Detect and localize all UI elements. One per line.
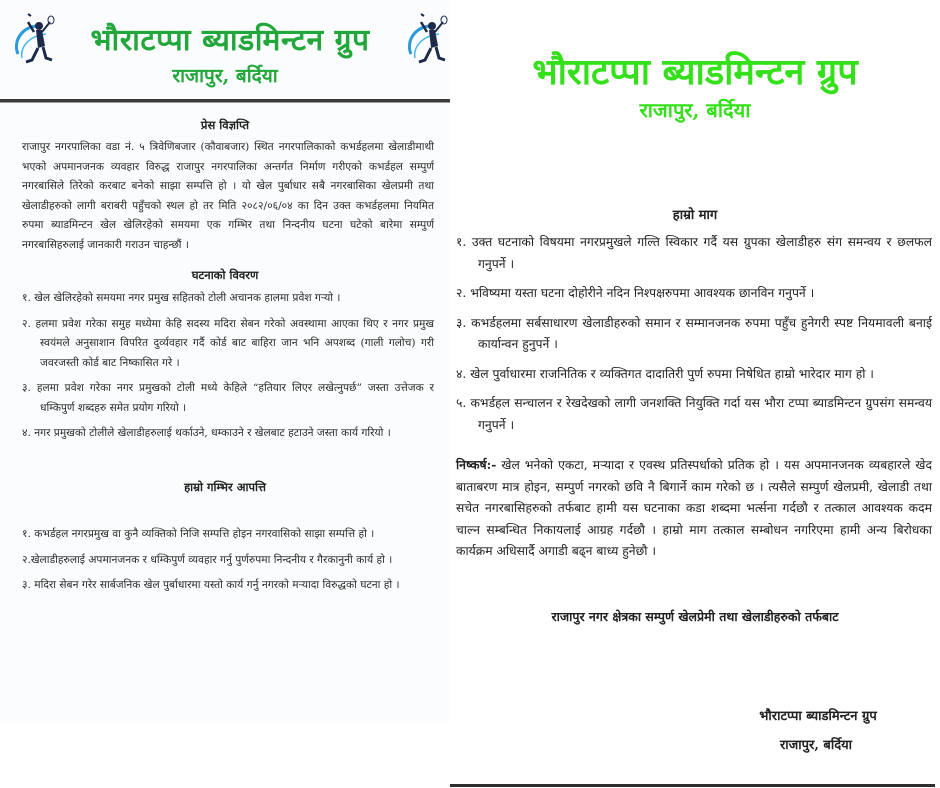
conclusion-label: निष्कर्ष:- bbox=[456, 457, 497, 472]
list-item: २. हलमा प्रवेश गरेका समुह मध्येमा केहि सदस्य मदिरा सेबन गरेको अवस्थामा आएका थिए र नगर प्रमुख स्वयंमले अनुसाशान विपरित दुर्व्यवहार गर्दै कोर्ड बाट बाहिरा जान भनि अपशब्द (गाली गलोच) गरी जवरजस्ती कोर्ड बाट निष्कासित गरे । bbox=[22, 317, 434, 369]
group-name-title: भौराटप्पा ब्याडमिन्टन ग्रुप bbox=[532, 51, 858, 93]
demands-section bbox=[456, 232, 932, 444]
group-name-title: भौराटप्पा ब्याडमिन्टन ग्रुप bbox=[90, 23, 370, 58]
press-release-page-right bbox=[450, 0, 940, 788]
serious-objection-section bbox=[22, 525, 434, 602]
list-item: ४. नगर प्रमुखको टोलीले खेलाडीहरुलाई थर्काउने, धम्काउने र खेलबाट हटाउने जस्ता कार्य गरियो । bbox=[22, 427, 391, 439]
footer-divider bbox=[450, 784, 935, 787]
conclusion-text: खेल भनेको एकटा, मऱ्यादा र एवस्थ प्रतिस्पर्धाको प्रतिक हो । यस अपमानजनक व्यबहारले खेद बाताबरण मात्र होइन, सम्पुर्ण नगरको छवि नै बिगार्ने काम गरेको छ । त्यसैले सम्पुर्ण खेलप्रमी, खेलाडी तथा सचेत नगरबासिहरुको तर्फबाट हामी यस घटनाका कडा शब्दमा भर्त्सना गर्दछौ र तत्काल आवश्यक कदम चाल्न सम्बन्धित निकायलाई आग्रह गर्दछौ । हाम्रो माग तत्काल सम्बोधन नगरिएमा हामी अन्य बिरोधका कार्यक्रम अधिसार्दै अगाडी बढ्न बाध्य हुनेछौ । bbox=[456, 458, 932, 558]
signatory-name: भौराटप्पा ब्याडमिन्टन ग्रुप bbox=[759, 709, 877, 724]
on-behalf-line: राजापुर नगर क्षेत्रका सम्पुर्ण खेलप्रेमी तथा खेलाडीहरुको तर्फबाट bbox=[551, 609, 839, 624]
list-item: १. कभर्डहल नगरप्रमुख वा कुनै व्यक्तिको निजि सम्पत्ति होइन नगरवासिको साझा सम्पत्ति हो । bbox=[22, 528, 375, 540]
press-release-page-left bbox=[0, 0, 450, 723]
group-location-subtitle: राजापुर, बर्दिया bbox=[639, 98, 751, 122]
press-release-heading: प्रेस विज्ञप्ति bbox=[200, 118, 250, 132]
list-item: ४. खेल पुर्वाधारमा राजनितिक र व्यक्तिगत दादातिरी पुर्ण रुपमा निषेधित हाम्रो भारेदार माग हो । bbox=[456, 366, 874, 381]
conclusion-paragraph bbox=[456, 454, 932, 563]
list-item: १. खेल खेलिरहेको समयमा नगर प्रमुख सहितको टोली अचानक हालमा प्रवेश गऱ्यो । bbox=[22, 292, 341, 304]
group-location-subtitle: राजापुर, बर्दिया bbox=[172, 65, 278, 87]
list-item: २. भविष्यमा यस्ता घटना दोहोरीने नदिन निश्पक्षरुपमा आवश्यक छानविन गनुपर्ने । bbox=[456, 286, 815, 300]
list-item: २.खेलाडीहरुलाई अपमानजनक र धम्किपुर्ण व्यवहार गर्नु पुर्णरुपमा निन्दनीय र गैरकानुनी कार्य हो । bbox=[22, 553, 393, 566]
list-item: ३. मदिरा सेबन गरेर सार्बजनिक खेल पुर्बाधारमा यस्तो कार्य गर्नु नगरको मऱ्यादा विरुद्धको घटना हो । bbox=[22, 579, 400, 591]
demands-heading: हाम्रो माग bbox=[672, 208, 718, 223]
header-divider bbox=[0, 99, 450, 102]
serious-objection-heading: हाम्रो गम्भिर आपत्ति bbox=[184, 480, 266, 494]
list-item: ३. हलमा प्रवेश गरेका नगर प्रमुखको टोली मध्ये केहिले “हतियार लिएर लखेत्नुपर्छ” जस्ता उत्तेजक र धम्किपुर्ण शब्दहरु समेत प्रयोग गरियो । bbox=[22, 382, 434, 414]
list-item: ३. कभर्डहलमा सर्बसाधारण खेलाडीहरुको समान र सम्मानजनक रुपमा पहुँच हुनेगरी स्पष्ट नियमावली बनाई कार्यान्वन हुनुपर्ने । bbox=[456, 315, 932, 351]
badminton-player-logo-icon bbox=[405, 12, 451, 68]
press-release-paragraph: राजापुर नगरपालिका वडा नं. ५ त्रिवेणिबजार (कौवाबजार) स्थित नगरपालिकाको कभर्डहलमा खेलाडीमाथी भएको अपमानजनक व्यवहार विरुद्ध राजापुर नगरपालिका अन्तर्गत निर्माण गरीएको कभर्डहल सम्पुर्ण नगरबासिले तिरेको करबाट बनेको साझा सम्पत्ति हो । यो खेल पुर्बाधार सबै नगरबासिका खेलप्रमी तथा खेलाडीहरुको लागी बराबरी पहुँचको स्थल हो तर मिति २०८२/०६/०४ का दिन उक्त कभर्डहलमा नियमित रुपमा ब्याडमिन्टन खेल खेलिरहेको समयमा एक गम्भिर तथा निन्दनीय घटना घटेको बारेमा सम्पुर्ण नगरबासिहरुलाई जानकारी गराउन चाहन्छौं । bbox=[22, 141, 434, 251]
signatory-location: राजापुर, बर्दिया bbox=[779, 738, 853, 753]
badminton-player-logo-icon bbox=[12, 12, 58, 68]
serious-objection-list bbox=[22, 525, 434, 596]
demands-list bbox=[456, 232, 932, 436]
letterhead bbox=[0, 8, 450, 68]
press-release-body bbox=[22, 138, 434, 255]
incident-details-section bbox=[22, 289, 434, 450]
list-item: ५. कभर्डहल सन्चालन र रेखदेखको लागी जनशक्ति नियुक्ति गर्दा यस भौरा टप्पा ब्याडमिन्टन ग्रुपसंग समन्वय गनुपर्ने । bbox=[456, 396, 932, 432]
conclusion-section bbox=[456, 454, 932, 563]
incident-details-heading: घटनाको विवरण bbox=[191, 268, 259, 282]
incident-details-list bbox=[22, 289, 434, 444]
list-item: १. उक्त घटनाको विषयमा नगरप्रमुखले गल्ति स्विकार गर्दै यस ग्रुपका खेलाडीहरु संग समन्वय र छलफल गनुपर्ने । bbox=[456, 235, 932, 271]
